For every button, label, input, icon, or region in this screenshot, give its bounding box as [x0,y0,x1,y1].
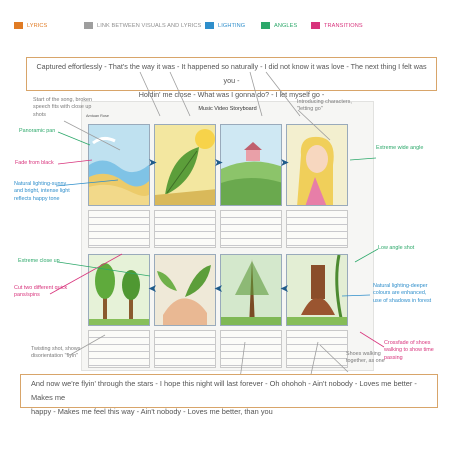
panel-4-girl [286,124,348,206]
notes-panel-2 [154,210,216,248]
notes-panel-1 [88,210,150,248]
lyrics-box-top [26,57,437,99]
annotation-natural-lighting-2: Natural lighting-deeper colours are enhanced, use of shadows in forest [373,283,432,304]
notes-panel-4 [286,210,348,248]
storyboard [81,101,374,371]
legend-item-lighting [205,22,245,29]
annotation-cut-pans: Cut two different quick pans/spins [14,285,68,299]
annotation-shoes-walking: Shoes walking together, as one [346,351,385,365]
arrow-right-icon-3: ➤ [280,157,290,169]
annotation-panoramic-pan: Panoramic pan [19,128,56,134]
girl-illustration [287,125,348,206]
legend-label-link: LINK BETWEEN VISUALS AND LYRICS [97,22,202,29]
house-illustration [221,125,282,206]
legend-label-lighting: LIGHTING [218,22,246,29]
legend-item-link [84,22,201,29]
trees-illustration [89,255,150,326]
lyrics-top-line-2: Holdin' me close - What was I gonna do? - I let myself go - [138,90,325,99]
lyrics-bottom-line-1: And now we're flyin' through the stars - I hope this night will last forever - Oh ohohoh - Ain't nobody - Loves me better - Makes me [31,379,417,402]
legend-swatch-link [84,22,93,29]
annotation-twisting-shot: Twisting shot, shows disorientation "flyin" [31,346,81,360]
notes-panel-5 [88,330,150,368]
panel-6-hand [154,254,216,326]
panel-3-house [220,124,282,206]
hand-leaf-illustration [155,255,216,326]
lyrics-box-bottom [20,374,438,416]
legend-label-lyrics: LYRICS [27,22,48,29]
tall-tree-illustration [221,255,282,326]
legend-item-transitions [311,22,363,29]
annotation-start-song: Start of the song, broken speech fits with close up shots [33,97,93,118]
annotation-introducing: Introducing characters, "letting go" [297,99,352,113]
arrow-left-icon-2: ➤ [214,283,224,295]
arrow-right-icon-1: ➤ [148,157,158,169]
notes-panel-3 [220,210,282,248]
legend [14,22,444,36]
notes-panel-8 [286,330,348,368]
legend-swatch-lyrics [14,22,23,29]
panel-8-roots [286,254,348,326]
beach-illustration [89,125,150,206]
panel-5-trees [88,254,150,326]
arrow-left-icon-1: ➤ [148,283,158,295]
notes-panel-7 [220,330,282,368]
legend-item-lyrics [14,22,47,29]
legend-item-angles [261,22,297,29]
lyrics-bottom-line-2: happy - Makes me feel this way - Ain't nobody - Loves me better, than you [31,407,273,416]
annotation-crossfade: Crossfade of shoes walking to show time passing [384,340,434,361]
annotation-extreme-close-up: Extreme close up [18,258,60,264]
panel-7-tall-tree [220,254,282,326]
annotation-fade-from-black: Fade from black [15,160,54,166]
storyboard-author: Amtuan Rose [86,114,110,118]
legend-label-angles: ANGLES [274,22,298,29]
legend-label-transitions: TRANSITIONS [324,22,363,29]
annotation-natural-lighting-1: Natural lighting-sunny and bright, intense light reflects happy tone [14,181,70,202]
leaf-illustration [155,125,216,206]
arrow-left-icon-3: ➤ [280,283,290,295]
lyrics-top-line-1: Captured effortlessly - That's the way it was - It happened so naturally - I did not know it was love - The next thing I felt was you - [36,62,427,85]
annotation-low-angle: Low angle shot [378,245,415,251]
panel-1-beach [88,124,150,206]
annotation-extreme-wide: Extreme wide angle [376,145,424,151]
legend-swatch-angles [261,22,270,29]
panel-2-leaf [154,124,216,206]
notes-panel-6 [154,330,216,368]
legend-swatch-transitions [311,22,320,29]
arrow-right-icon-2: ➤ [214,157,224,169]
legend-swatch-lighting [205,22,214,29]
tree-roots-illustration [287,255,348,326]
storyboard-title: Music Video Storyboard [198,106,257,112]
